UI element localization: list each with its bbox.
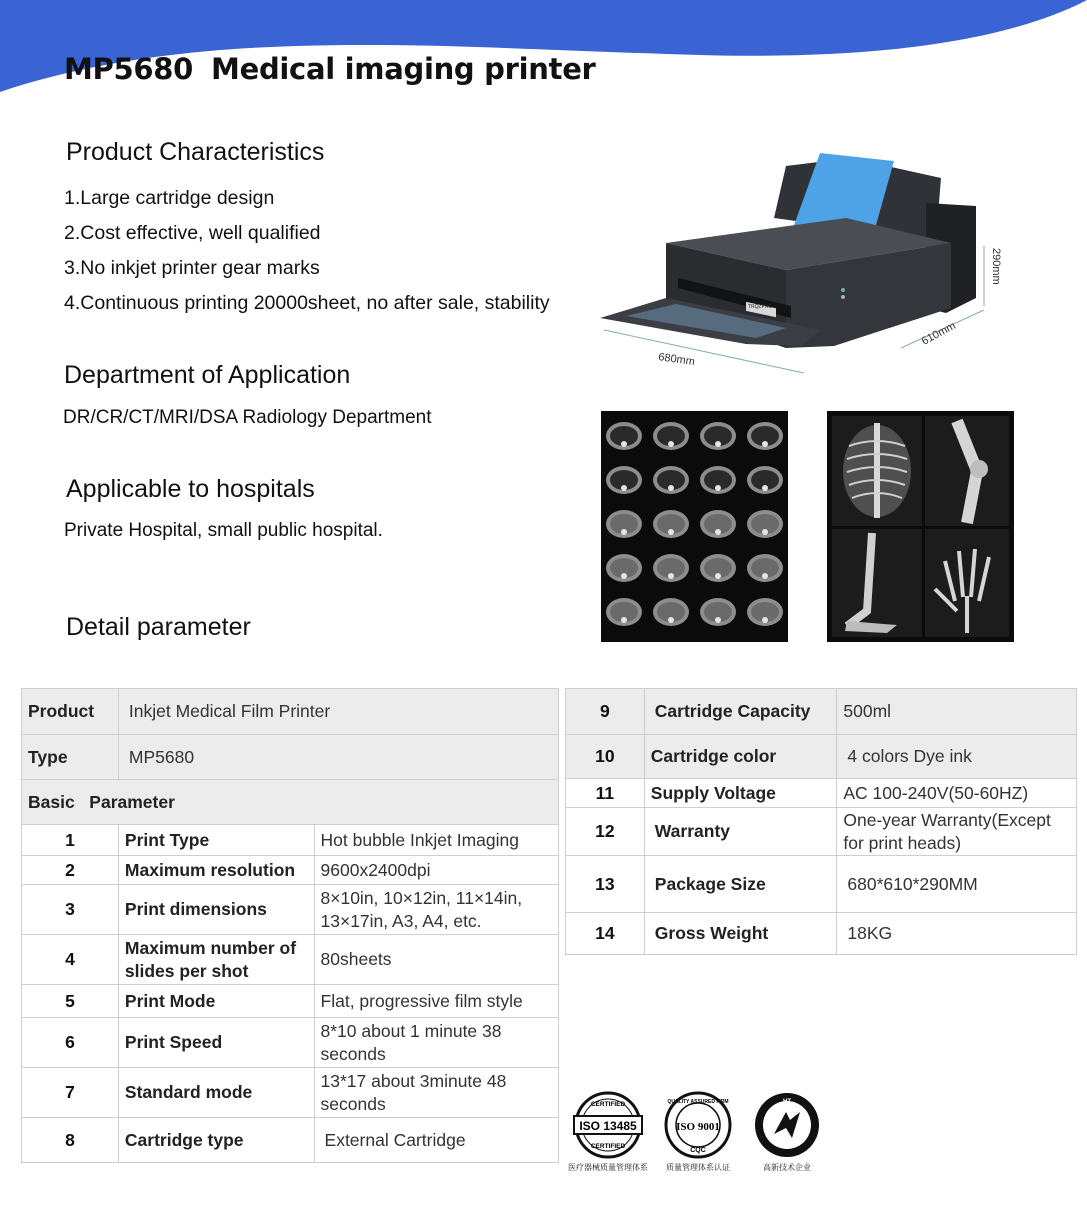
dimension-height: 290mm (990, 248, 1002, 285)
department-text: DR/CR/CT/MRI/DSA Radiology Department (63, 407, 432, 428)
row-value: One-year Warranty(Except for print heads) (837, 808, 1077, 856)
model-number: MP5680 (64, 52, 194, 86)
ct-slice (700, 598, 736, 626)
spec-table-right (565, 688, 1077, 955)
printer-brand-label: TRQZPRC (748, 304, 773, 310)
table-row (22, 1018, 559, 1068)
row-label: Maximum number of slides per shot (118, 935, 314, 985)
row-value: 680*610*290MM (837, 856, 1077, 913)
seal-bottom-text: CQC (690, 1147, 706, 1154)
ct-slice (700, 422, 736, 450)
row-label: Standard mode (118, 1068, 314, 1118)
cert-caption: 高新技术企业 (763, 1163, 811, 1172)
row-label: Cartridge Capacity (644, 689, 837, 735)
row-value: 9600x2400dpi (314, 856, 558, 885)
hospitals-text: Private Hospital, small public hospital. (64, 520, 383, 541)
list-item: 3.No inkjet printer gear marks (64, 257, 320, 279)
table-row (22, 825, 559, 856)
ct-slice (747, 554, 783, 582)
ct-slice (606, 510, 642, 538)
seal-bottom-text: CERTIFIED (590, 1143, 626, 1150)
table-row (566, 856, 1077, 913)
list-item: 2.Cost effective, well qualified (64, 222, 321, 244)
row-number: 12 (566, 808, 645, 856)
ct-slice (653, 422, 689, 450)
row-label: Gross Weight (644, 913, 837, 955)
characteristics-list (64, 181, 550, 321)
ct-slice (606, 422, 642, 450)
row-number: 3 (22, 885, 119, 935)
ct-slice (700, 466, 736, 494)
table-row (22, 985, 559, 1018)
parameter-label: Parameter (89, 791, 175, 812)
basic-parameter-label (22, 780, 559, 825)
list-item: 1.Large cartridge design (64, 187, 275, 209)
seal-text: ISO 13485 (579, 1119, 637, 1133)
row-number: 2 (22, 856, 119, 885)
ct-slice (747, 598, 783, 626)
product-title: Medical imaging printer (211, 52, 596, 86)
row-label: Print Mode (118, 985, 314, 1018)
seal-top-text: CERTIFIED (590, 1101, 626, 1108)
row-number: 4 (22, 935, 119, 985)
row-value: 8×10in, 10×12in, 11×14in, 13×17in, A3, A4, etc. (314, 885, 558, 935)
cert-caption: 医疗器械质量管理体系 (568, 1163, 648, 1172)
row-label: Supply Voltage (644, 779, 837, 808)
row-value: 80sheets (314, 935, 558, 985)
department-heading: Department of Application (64, 361, 351, 389)
product-value: Inkjet Medical Film Printer (118, 689, 558, 735)
ct-slice (653, 466, 689, 494)
row-number: 11 (566, 779, 645, 808)
row-label: Cartridge color (644, 735, 837, 779)
xray-film (827, 411, 1014, 642)
row-label: Print Type (118, 825, 314, 856)
table-row (566, 913, 1077, 955)
detail-heading: Detail parameter (66, 613, 251, 641)
ct-slice (700, 510, 736, 538)
hospitals-heading: Applicable to hospitals (66, 475, 315, 503)
seal-text: ISO 9001 (676, 1121, 720, 1133)
row-number: 6 (22, 1018, 119, 1068)
row-value: Hot bubble Inkjet Imaging (314, 825, 558, 856)
table-row (22, 1118, 559, 1163)
iso9001-seal (660, 1090, 736, 1173)
table-row (22, 856, 559, 885)
high-tech-enterprise-seal (751, 1090, 823, 1173)
row-number: 10 (566, 735, 645, 779)
ct-slice (606, 554, 642, 582)
row-number: 7 (22, 1068, 119, 1118)
product-label: Product (22, 689, 119, 735)
ct-slice (606, 466, 642, 494)
table-row (566, 689, 1077, 735)
table-row (22, 1068, 559, 1118)
iso13485-seal (567, 1090, 649, 1173)
ct-scan-film (601, 411, 788, 642)
ct-slice (653, 554, 689, 582)
table-row (566, 808, 1077, 856)
ct-slice (653, 598, 689, 626)
row-number: 5 (22, 985, 119, 1018)
row-value: Flat, progressive film style (314, 985, 558, 1018)
seal-top-text: QUALITY ASSURED FIRM (667, 1099, 729, 1105)
row-number: 13 (566, 856, 645, 913)
type-label: Type (22, 735, 119, 780)
printer-image (596, 148, 1016, 380)
ct-slice (653, 510, 689, 538)
type-value: MP5680 (118, 735, 558, 780)
cert-caption: 质量管理体系认证 (666, 1163, 730, 1172)
row-label: Cartridge type (118, 1118, 314, 1163)
row-value: External Cartridge (314, 1118, 558, 1163)
row-value: 500ml (837, 689, 1077, 735)
table-row (566, 779, 1077, 808)
ct-slice (747, 510, 783, 538)
row-label: Print Speed (118, 1018, 314, 1068)
row-value: 18KG (837, 913, 1077, 955)
row-label: Warranty (644, 808, 837, 856)
row-label: Maximum resolution (118, 856, 314, 885)
list-item: 4.Continuous printing 20000sheet, no after sale, stability (64, 292, 550, 314)
row-number: 8 (22, 1118, 119, 1163)
basic-label: Basic (28, 791, 75, 812)
characteristics-heading: Product Characteristics (66, 138, 325, 166)
row-number: 1 (22, 825, 119, 856)
table-row (22, 935, 559, 985)
spec-table-left (21, 688, 559, 1163)
ct-slice (747, 422, 783, 450)
ct-slice (747, 466, 783, 494)
ct-slice (700, 554, 736, 582)
row-number: 9 (566, 689, 645, 735)
row-value: 13*17 about 3minute 48 seconds (314, 1068, 558, 1118)
table-row (22, 885, 559, 935)
table-row (566, 735, 1077, 779)
row-label: Print dimensions (118, 885, 314, 935)
row-value: AC 100-240V(50-60HZ) (837, 779, 1077, 808)
row-number: 14 (566, 913, 645, 955)
ct-slice (606, 598, 642, 626)
row-label: Package Size (644, 856, 837, 913)
row-value: 4 colors Dye ink (837, 735, 1077, 779)
seal-text: HT (783, 1099, 791, 1105)
page-title (64, 52, 596, 86)
dimension-width: 680mm (657, 351, 696, 369)
row-value: 8*10 about 1 minute 38 seconds (314, 1018, 558, 1068)
dimension-depth: 610mm (919, 319, 958, 348)
